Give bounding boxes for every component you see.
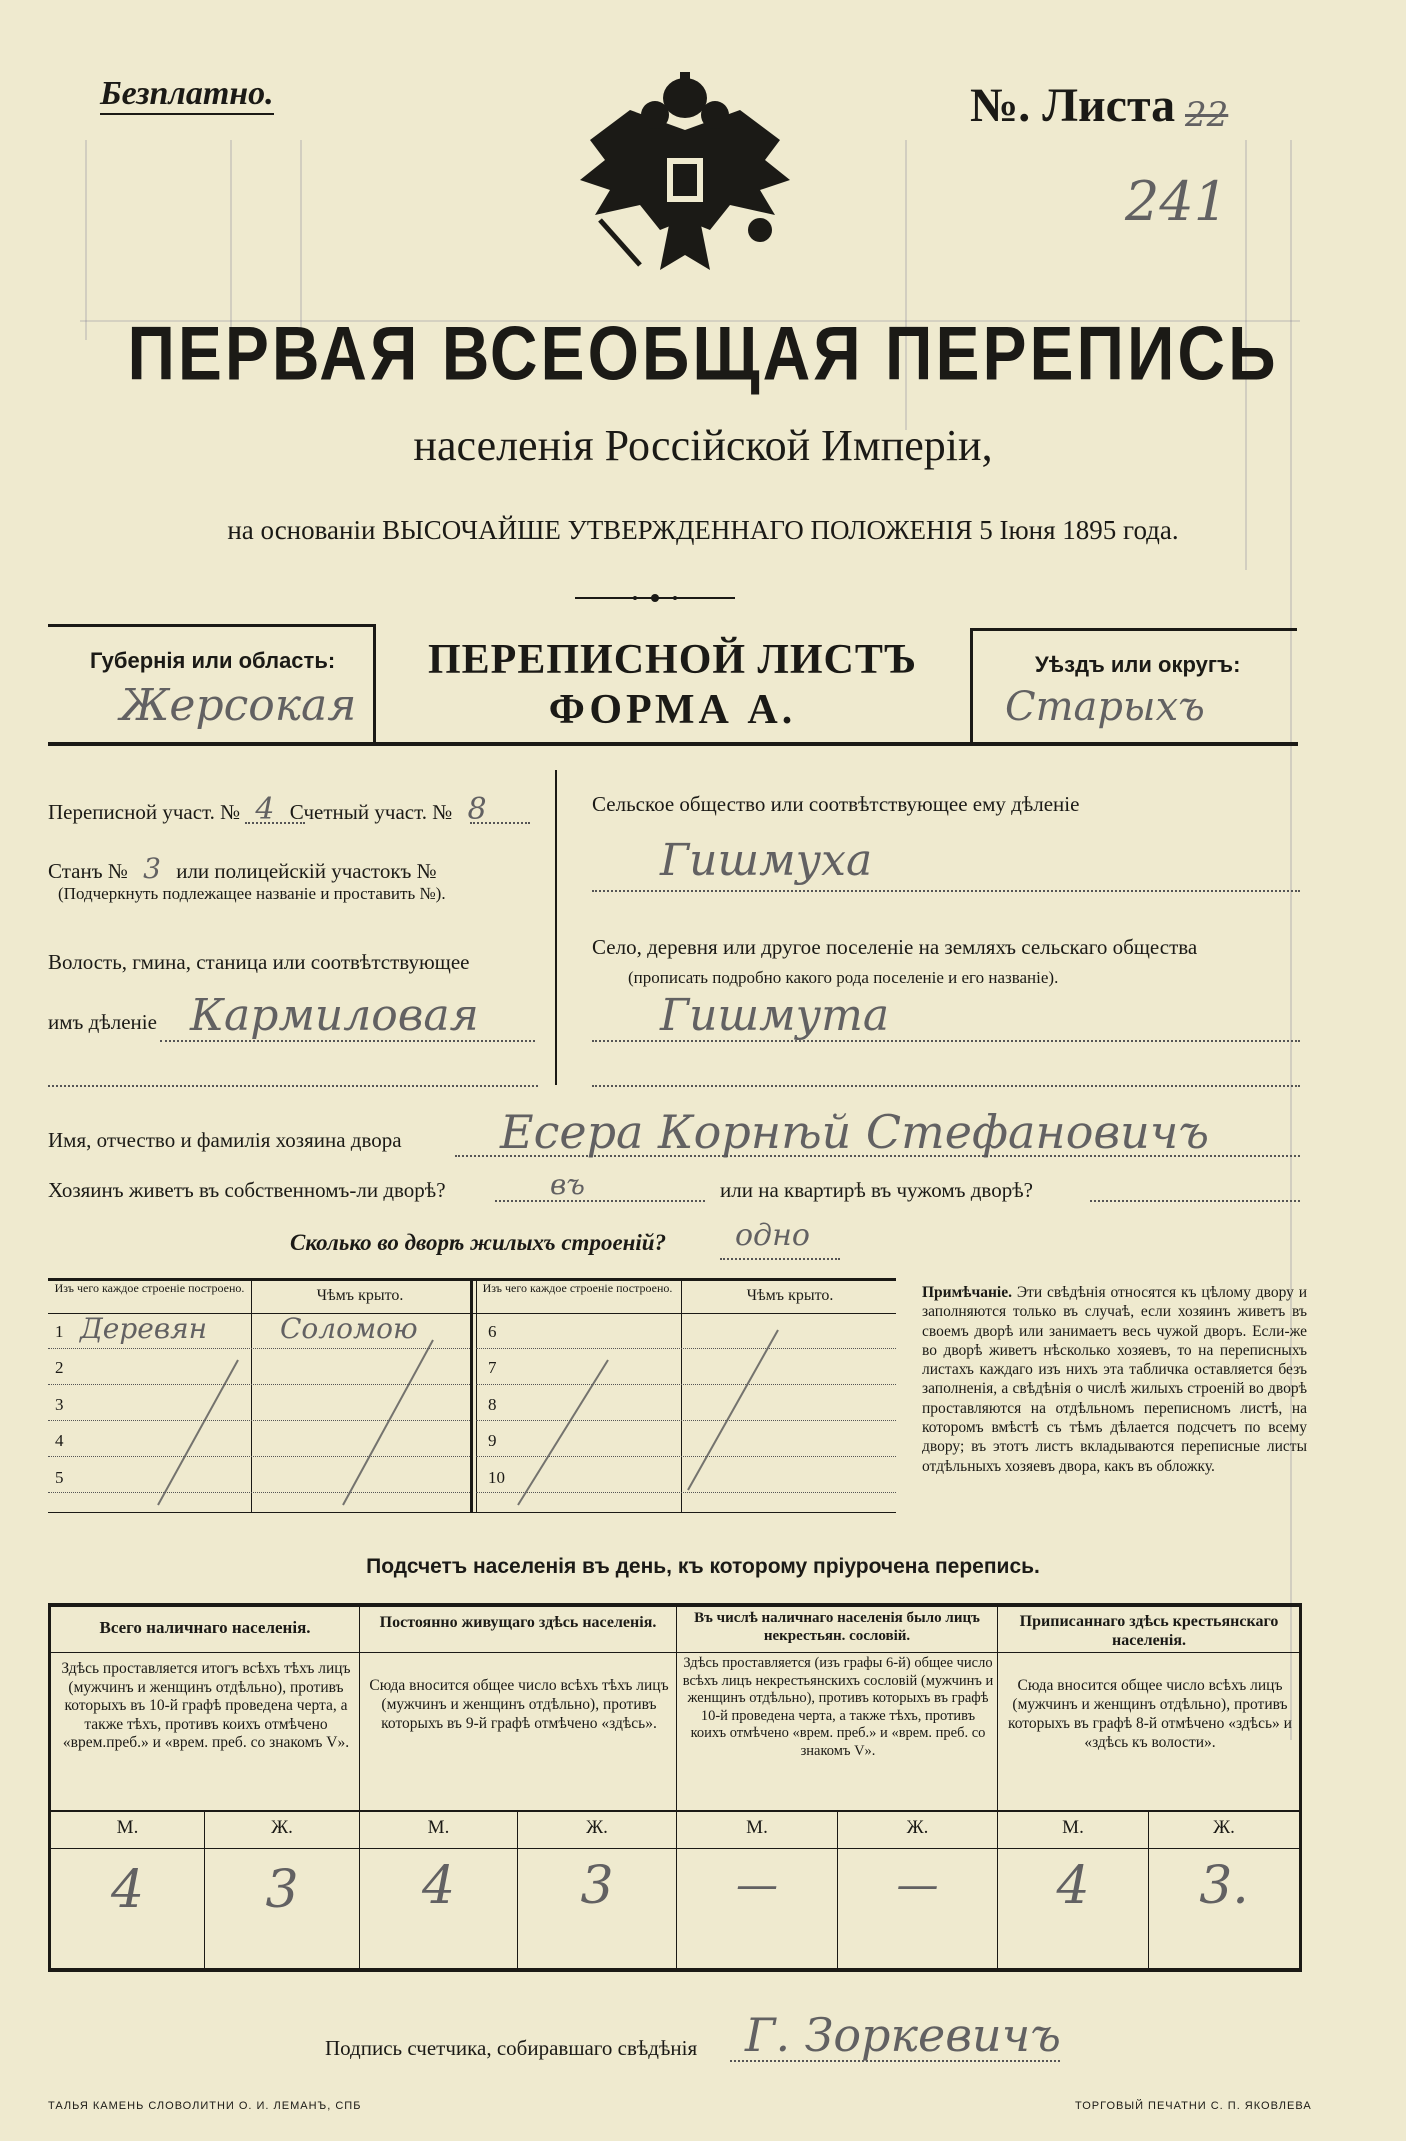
legal-basis: на основаніи ВЫСОЧАЙШЕ УТВЕРЖДЕННАГО ПОЛОЖЕНІЯ 5 Іюня 1895 года.: [227, 515, 1179, 545]
form-name: ПЕРЕПИСНОЙ ЛИСТЪ: [428, 637, 917, 683]
buildings-col-roof: Чѣмъ крыто.: [316, 1287, 404, 1304]
gubernia-label: Губернія или область:: [90, 648, 336, 673]
society-value[interactable]: Гишмуха: [660, 835, 873, 886]
count-m-label: М.: [1062, 1817, 1084, 1838]
stan-note: (Подчеркнуть подлежащее названіе и проставить №).: [58, 884, 446, 903]
count-m-label: М.: [116, 1817, 139, 1838]
signature-label: Подпись счетчика, собиравшаго свѣдѣнія: [325, 2036, 698, 2060]
count-col-2-head: Постоянно живущаго здѣсь населенія.: [379, 1614, 657, 1631]
owner-lives-label: Хозяинъ живетъ въ собственномъ-ли дворѣ?: [48, 1178, 446, 1202]
count-col-3-m[interactable]: —: [736, 1860, 778, 1909]
building-built-value[interactable]: Деревян: [80, 1312, 208, 1345]
note: [922, 1283, 1307, 1476]
gubernia-value[interactable]: Жерсокая: [120, 680, 357, 731]
perepisnoy-value[interactable]: 4: [255, 792, 275, 827]
building-row-number: 2: [55, 1358, 64, 1377]
count-col-1-m[interactable]: 4: [110, 1860, 145, 1920]
count-col-3-head: Въ числѣ наличнаго населенія было лицъ некрестьян. сословій.: [694, 1610, 980, 1644]
society-label: Сельское общество или соотвѣтствующее ему дѣленіе: [592, 792, 1080, 816]
note-heading: Примѣчаніе.: [922, 1284, 1012, 1301]
count-col-1-zh[interactable]: 3: [265, 1860, 299, 1920]
count-col-4-zh[interactable]: 3.: [1199, 1856, 1249, 1916]
uezd-value[interactable]: Старыхъ: [1005, 684, 1205, 730]
building-row-number: 5: [55, 1468, 64, 1487]
building-row-number: 9: [488, 1431, 497, 1450]
village-label: Село, деревня или другое поселеніе на земляхъ сельскаго общества: [592, 935, 1198, 959]
imprint-right: ТОРГОВЫЙ ПЕЧАТНИ С. П. ЯКОВЛЕВА: [1075, 2100, 1312, 2112]
buildings-value[interactable]: одно: [735, 1218, 810, 1253]
police-label: или полицейскій участокъ №: [176, 859, 437, 883]
buildings-col-built-2: Изъ чего каждое строеніе построено.: [482, 1281, 673, 1295]
subtitle: населенія Россійской Имперіи,: [413, 421, 993, 470]
sheet-number-label: №. Листа: [970, 79, 1176, 132]
crossout-strokes: [48, 1320, 896, 1510]
building-row-number: 7: [488, 1358, 497, 1377]
count-col-1-head: Всего наличнаго населенія.: [99, 1618, 311, 1637]
count-col-4-m[interactable]: 4: [1056, 1856, 1090, 1916]
sheet-number-value: 22: [1185, 95, 1229, 135]
building-row-number: 8: [488, 1395, 497, 1414]
owner-rent-label: или на квартирѣ въ чужомъ дворѣ?: [720, 1178, 1033, 1202]
count-col-3-desc: Здѣсь проставляется (изъ графы 6-й) общее число всѣхъ лицъ некрестьянскихъ сословій (мужчинъ и женщинъ отдѣльно), противъ которыхъ въ графѣ 10-й проведена черта, а также тѣхъ, противъ коихъ отмѣчено «врем. преб.» и «врем. преб. со знакомъ V».: [682, 1655, 994, 1759]
count-col-3-zh[interactable]: —: [896, 1860, 939, 1909]
count-col-1-desc: Здѣсь проставляется итогъ всѣхъ тѣхъ лицъ (мужчинъ и женщинъ отдѣльно), противъ которыхъ въ 10-й графѣ проведена черта, а также тѣхъ, противъ коихъ отмѣчено «врем.преб.» и «врем. преб. со знакомъ V».: [61, 1660, 351, 1751]
building-row-number: 4: [55, 1431, 64, 1450]
form-type: ФОРМА А.: [548, 687, 797, 733]
count-col-2-desc: Сюда вносится общее число всѣхъ тѣхъ лицъ (мужчинъ и женщинъ отдѣльно), противъ которыхъ въ 9-й графѣ отмѣчено «здѣсь».: [369, 1677, 669, 1732]
buildings-col-built: Изъ чего каждое строеніе построено.: [54, 1281, 245, 1295]
owner-name-label: Имя, отчество и фамилія хозяина двора: [48, 1128, 402, 1152]
uezd-label: Уѣздъ или округъ:: [1035, 652, 1241, 677]
volost-value[interactable]: Кармиловая: [190, 990, 479, 1041]
note-text: Эти свѣдѣнія относятся къ цѣлому двору и заполняются только въ случаѣ, если хозяинъ живетъ въ своемъ дворѣ или занимаетъ весь чужой дворъ. Если-же во дворѣ живетъ нѣсколько хозяевъ, то на переписныхъ листахъ каждаго изъ нихъ эта табличка оставляется безъ заполненія, а свѣдѣнія о числѣ жилыхъ строеній во дворѣ проставляются на отдѣльномъ переписномъ листѣ, на которомъ вмѣстѣ съ тѣмъ дѣлается подсчетъ по всему двору; въ этотъ листъ вкладываются переписные листы отдѣльныхъ хозяевъ двора, какъ въ обложку.: [922, 1284, 1308, 1475]
count-col-2-m[interactable]: 4: [421, 1856, 456, 1916]
count-col-4-desc: Сюда вносится общее число всѣхъ лицъ (мужчинъ и женщинъ отдѣльно), противъ которыхъ въ графѣ 8-й отмѣчено «здѣсь» и «здѣсь къ волости».: [1008, 1677, 1292, 1751]
count-zh-label: Ж.: [271, 1817, 293, 1838]
owner-lives-value[interactable]: въ: [550, 1168, 585, 1201]
building-row-number: 6: [488, 1322, 497, 1341]
buildings-label: Сколько во дворѣ жилыхъ строеній?: [290, 1230, 667, 1255]
volost-label-2: имъ дѣленіе: [48, 1010, 157, 1034]
main-title: ПЕРВАЯ ВСЕОБЩАЯ ПЕРЕПИСЬ: [127, 310, 1279, 396]
imprint-left: ТАЛЬЯ КАМЕНЬ СЛОВОЛИТНИ О. И. ЛЕМАНЪ, СПБ: [48, 2100, 362, 2112]
stan-row: [48, 852, 437, 885]
building-row-number: 10: [488, 1468, 505, 1487]
building-row-number: 1: [55, 1322, 64, 1341]
count-col-4-head: Приписаннаго здѣсь крестьянскаго населенія.: [1019, 1613, 1279, 1649]
stan-value[interactable]: 3: [143, 852, 161, 885]
count-m-label: М.: [746, 1817, 768, 1838]
village-note: (прописать подробно какого рода поселеніе и его названіе).: [628, 968, 1059, 987]
stan-label: Станъ №: [48, 859, 128, 883]
village-value[interactable]: Гишмута: [660, 990, 890, 1041]
owner-name-value[interactable]: Есера Корнѣй Стефановичъ: [500, 1105, 1210, 1159]
count-zh-label: Ж.: [1213, 1817, 1235, 1838]
schetny-label: Счетный участ. №: [289, 800, 453, 824]
perepisnoy-label: Переписной участ. №: [48, 800, 241, 824]
count-col-2-zh[interactable]: 3: [580, 1856, 614, 1916]
count-zh-label: Ж.: [906, 1817, 929, 1838]
signature-value[interactable]: Г. Зоркевичъ: [745, 2008, 1061, 2062]
building-roof-value[interactable]: Соломою: [280, 1312, 418, 1345]
free-label: Безплатно.: [100, 75, 274, 115]
double-headed-eagle-icon: [570, 70, 800, 285]
buildings-col-roof-2: Чѣмъ крыто.: [746, 1287, 834, 1304]
count-title: Подсчетъ населенія въ день, къ которому пріурочена перепись.: [366, 1555, 1040, 1578]
volost-label: Волость, гмина, станица или соотвѣтствующее: [48, 950, 470, 974]
count-zh-label: Ж.: [586, 1817, 608, 1838]
ornament-divider: [575, 590, 735, 600]
building-row-number: 3: [55, 1395, 64, 1414]
sheet-number-handwritten: 241: [1125, 170, 1229, 233]
count-m-label: М.: [427, 1817, 450, 1838]
schetny-value[interactable]: 8: [467, 792, 487, 827]
